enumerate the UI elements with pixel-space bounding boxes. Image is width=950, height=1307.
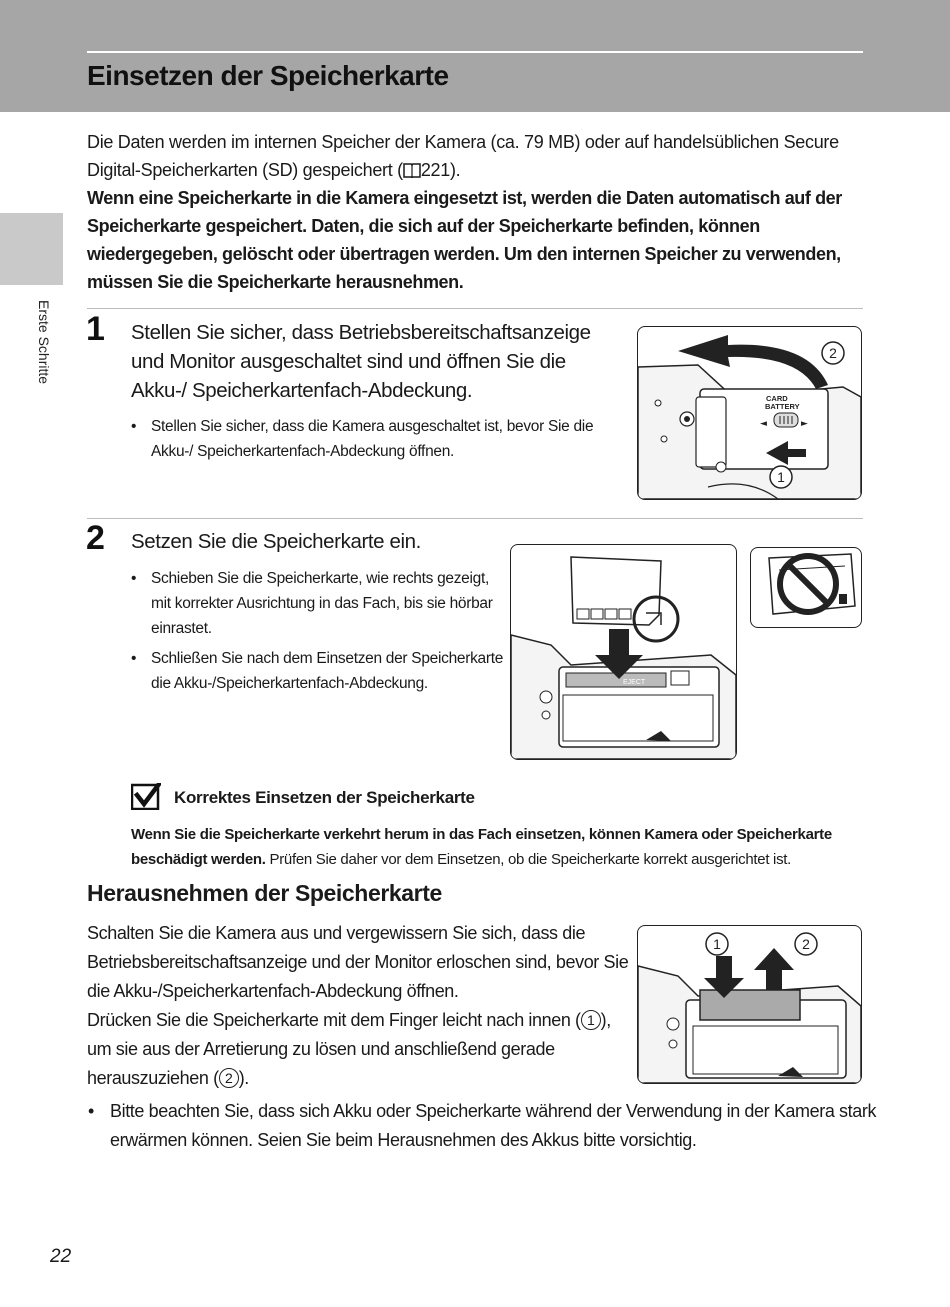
note-bold: Wenn Sie die Speicherkarte verkehrt herum in das Fach einsetzen, können Kamera oder Speicherkarte beschädigt werden.: [131, 826, 832, 868]
battery-label: BATTERY: [765, 402, 800, 411]
removal-text: [87, 919, 632, 1093]
callout-2: 2: [829, 345, 837, 361]
step2-bullet-2: • Schließen Sie nach dem Einsetzen der Speicherkarte die Akku-/Speicherkartenfach-Abdeckung.: [131, 646, 511, 696]
note-body: [131, 822, 861, 872]
intro-text-b: ).: [449, 160, 461, 180]
step1-divider: [87, 308, 863, 309]
header-rule: [87, 51, 863, 53]
step2-number: 2: [86, 519, 105, 557]
removal-para-2a: Drücken Sie die Speicherkarte mit dem Finger leicht nach innen (: [87, 1010, 581, 1030]
book-reference-icon: [403, 159, 421, 187]
intro-text-a: Die Daten werden im internen Speicher der Kamera (ca. 79 MB) oder auf handelsüblichen Secure Digital-Speicherkarten (SD) gespeichert (: [87, 132, 839, 180]
removal-bullet: • Bitte beachten Sie, dass sich Akku oder Speicherkarte während der Verwendung in der Kamera stark erwärmen können. Seien Sie beim Herausnehmen des Akkus bitte vorsichtig.: [88, 1097, 900, 1155]
callout-1: 1: [777, 469, 785, 485]
removal-para-2: [87, 1006, 632, 1093]
check-mark-icon: [131, 783, 161, 815]
chapter-tab: [0, 213, 63, 285]
page-number: 22: [50, 1246, 72, 1267]
step2-illustration-correct: [510, 544, 737, 760]
intro-ref-page: 221: [420, 160, 450, 180]
note-title: Korrektes Einsetzen der Speicherkarte: [174, 788, 475, 807]
step1-bullet: • Stellen Sie sicher, dass die Kamera ausgeschaltet ist, bevor Sie die Akku-/ Speicherkartenfach-Abdeckung öffnen.: [131, 414, 636, 464]
removal-para-1: Schalten Sie die Kamera aus und vergewissern Sie sich, dass die Betriebsbereitschaftsanzeige und der Monitor erloschen sind, bevor Sie die Akku-/Speicherkartenfach-Abdeckung öffnen.: [87, 923, 629, 1001]
removal-para-2c: ).: [238, 1068, 249, 1088]
note-text: Prüfen Sie daher vor dem Einsetzen, ob die Speicherkarte korrekt ausgerichtet ist.: [265, 851, 792, 868]
intro-bold-paragraph: Wenn eine Speicherkarte in die Kamera eingesetzt ist, werden die Daten automatisch auf der Speicherkarte gespeichert. Daten, die sich auf der Speicherkarte befinden, können wiedergegeben, gelöscht oder übertragen werden. Um den internen Speicher zu verwenden, müssen Sie die Speicherkarte herausnehmen.: [87, 188, 842, 292]
step1-number: 1: [86, 310, 105, 348]
header-band: [0, 0, 950, 112]
step1-title: Stellen Sie sicher, dass Betriebsbereitschaftsanzeige und Monitor ausgeschaltet sind und öffnen Sie die Akku-/ Speicherkartenfach-Abdeckung.: [131, 321, 591, 402]
svg-text:◄: ◄: [760, 419, 767, 429]
removal-illustration: [637, 925, 862, 1084]
svg-text:►: ►: [801, 419, 808, 429]
intro-paragraph: [87, 128, 867, 187]
circled-step-2: 2: [219, 1068, 239, 1088]
step2-divider: [87, 518, 863, 519]
removal-para-2b: ), um sie aus der Arretierung zu lösen und anschließend gerade herauszuziehen (: [87, 1010, 611, 1088]
card-label: CARD: [766, 394, 788, 403]
section-heading: Herausnehmen der Speicherkarte: [87, 880, 442, 906]
eject-label: EJECT: [623, 679, 646, 686]
step2-illustration-incorrect: [750, 547, 862, 628]
circled-step-1: 1: [581, 1010, 601, 1030]
page-title: Einsetzen der Speicherkarte: [87, 60, 449, 91]
step1-illustration: [637, 326, 862, 500]
removal-callout-2: 2: [802, 936, 810, 952]
removal-callout-1: 1: [713, 936, 721, 952]
step2-bullet-1: • Schieben Sie die Speicherkarte, wie rechts gezeigt, mit korrekter Ausrichtung in das Fach, bis sie hörbar einrastet.: [131, 566, 511, 641]
step2-title: Setzen Sie die Speicherkarte ein.: [131, 530, 421, 553]
chapter-tab-label: Erste Schritte: [36, 300, 52, 385]
